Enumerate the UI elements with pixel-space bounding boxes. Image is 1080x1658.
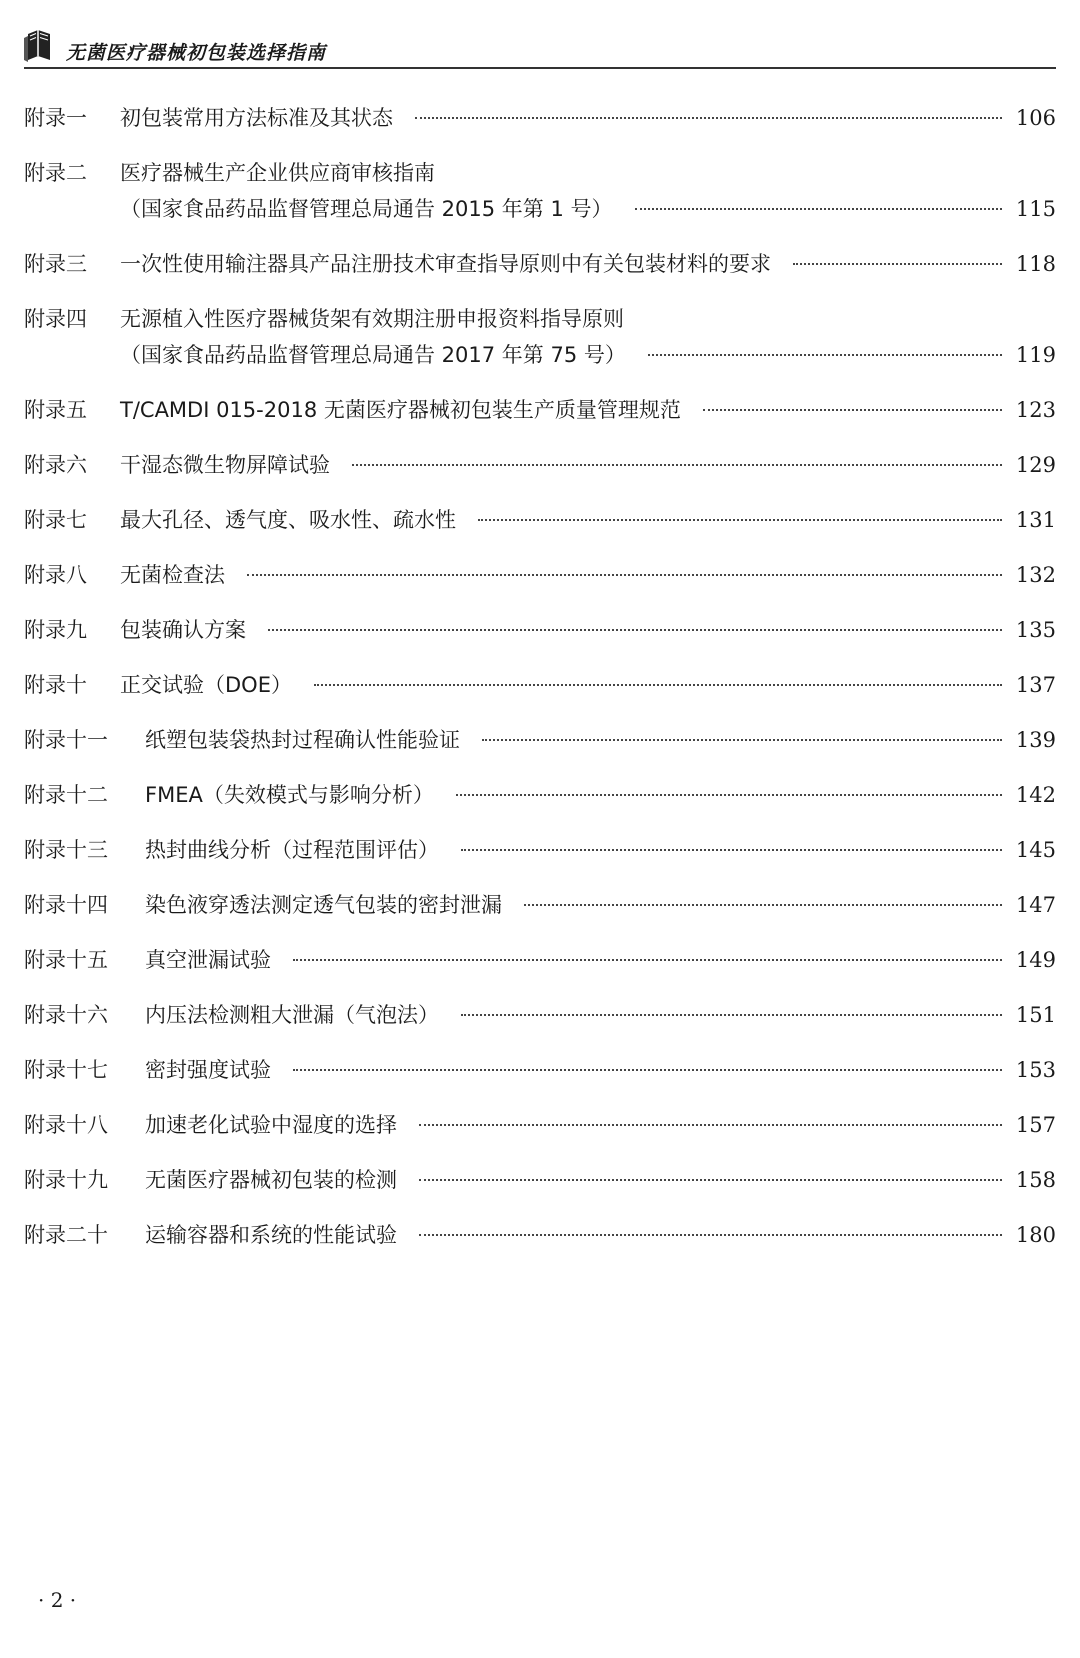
- toc-entry-title: 无源植入性医疗器械货架有效期注册申报资料指导原则: [120, 307, 624, 331]
- toc-entry-page: 153: [1015, 1058, 1056, 1082]
- toc-entry-title: 医疗器械生产企业供应商审核指南: [120, 161, 435, 185]
- toc-entry-line: [24, 942, 1056, 978]
- toc-entry-page: 142: [1015, 783, 1056, 807]
- toc-entry-label: 附录十: [24, 673, 87, 697]
- toc-entry-title: 真空泄漏试验: [145, 948, 271, 972]
- page-number: · 2 ·: [38, 1588, 77, 1612]
- toc-entry[interactable]: [24, 1217, 1056, 1253]
- toc-entry-line: [24, 392, 1056, 428]
- dot-leader: [478, 519, 1002, 521]
- toc-entry-title: 加速老化试验中湿度的选择: [145, 1113, 397, 1137]
- toc-entry-line: [24, 246, 1056, 282]
- toc-entry-label: 附录十七: [24, 1058, 108, 1082]
- dot-leader: [419, 1234, 1002, 1236]
- toc-entry-page: 119: [1015, 343, 1056, 367]
- toc-entry[interactable]: [24, 246, 1056, 282]
- dot-leader: [635, 208, 1002, 210]
- toc-entry-title: 包装确认方案: [120, 618, 246, 642]
- toc-entry-title: 热封曲线分析（过程范围评估）: [145, 838, 439, 862]
- toc-entry-page: 158: [1015, 1168, 1056, 1192]
- toc-entry-page: 129: [1015, 453, 1056, 477]
- toc-entry[interactable]: [24, 1107, 1056, 1143]
- toc-entry-page: 147: [1015, 893, 1056, 917]
- toc-entry-line: [24, 1107, 1056, 1143]
- toc-entry-label: 附录十六: [24, 1003, 108, 1027]
- toc-entry[interactable]: [24, 1162, 1056, 1198]
- dot-leader: [703, 409, 1002, 411]
- toc-entry-title: 内压法检测粗大泄漏（气泡法）: [145, 1003, 439, 1027]
- dot-leader: [461, 1014, 1002, 1016]
- toc-entry-line: [24, 1162, 1056, 1198]
- toc-entry[interactable]: [24, 557, 1056, 593]
- toc-entry-line: [24, 1052, 1056, 1088]
- dot-leader: [461, 849, 1002, 851]
- dot-leader: [268, 629, 1002, 631]
- toc-entry-label: 附录十一: [24, 728, 108, 752]
- toc-entry-label: 附录七: [24, 508, 87, 532]
- toc-entry-label: 附录十五: [24, 948, 108, 972]
- dot-leader: [524, 904, 1002, 906]
- toc-entry-page: 131: [1015, 508, 1056, 532]
- toc-entry-page: 151: [1015, 1003, 1056, 1027]
- toc-entry-label: 附录十八: [24, 1113, 108, 1137]
- toc-entry[interactable]: [24, 502, 1056, 538]
- toc-entry-title: 初包装常用方法标准及其状态: [120, 106, 393, 130]
- header-rule: [24, 67, 1056, 69]
- toc-entry-label: 附录一: [24, 106, 87, 130]
- toc-entry-label: 附录三: [24, 252, 87, 276]
- toc-entry-line: [24, 997, 1056, 1033]
- dot-leader: [293, 1069, 1002, 1071]
- toc-entry-page: 139: [1015, 728, 1056, 752]
- toc-entry-line: [24, 100, 1056, 136]
- toc-entry-line: [24, 832, 1056, 868]
- toc-entry-page: 157: [1015, 1113, 1056, 1137]
- toc-entry-title: T/CAMDI 015-2018 无菌医疗器械初包装生产质量管理规范: [120, 398, 681, 422]
- dot-leader: [415, 117, 1002, 119]
- toc-entry[interactable]: [24, 155, 1056, 227]
- dot-leader: [793, 263, 1002, 265]
- toc-entry[interactable]: [24, 887, 1056, 923]
- toc-entry[interactable]: [24, 447, 1056, 483]
- toc-entry[interactable]: [24, 997, 1056, 1033]
- toc-entry-label: 附录五: [24, 398, 87, 422]
- toc-entry[interactable]: [24, 777, 1056, 813]
- dot-leader: [482, 739, 1002, 741]
- toc-entry-line: [24, 722, 1056, 758]
- toc-entry[interactable]: [24, 100, 1056, 136]
- dot-leader: [456, 794, 1002, 796]
- toc-entry[interactable]: [24, 392, 1056, 428]
- toc-entry-line: [24, 447, 1056, 483]
- dot-leader: [419, 1124, 1002, 1126]
- toc-entry-label: 附录六: [24, 453, 87, 477]
- toc-entry-subtitle: （国家食品药品监督管理总局通告 2015 年第 1 号）: [120, 197, 613, 221]
- toc-entry-title: FMEA（失效模式与影响分析）: [145, 783, 434, 807]
- toc-entry-label: 附录二十: [24, 1223, 108, 1247]
- running-header: [24, 20, 1056, 70]
- toc-entry-page: 149: [1015, 948, 1056, 972]
- dot-leader: [648, 354, 1002, 356]
- toc-entry-page: 145: [1015, 838, 1056, 862]
- toc-entry-label: 附录四: [24, 307, 87, 331]
- toc-entry[interactable]: [24, 667, 1056, 703]
- toc-entry-title: 运输容器和系统的性能试验: [145, 1223, 397, 1247]
- dot-leader: [314, 684, 1002, 686]
- dot-leader: [419, 1179, 1002, 1181]
- toc-entry-title: 无菌医疗器械初包装的检测: [145, 1168, 397, 1192]
- toc-entry-title: 最大孔径、透气度、吸水性、疏水性: [120, 508, 456, 532]
- toc-entry-title: 一次性使用输注器具产品注册技术审查指导原则中有关包装材料的要求: [120, 252, 771, 276]
- toc-entry-title: 干湿态微生物屏障试验: [120, 453, 330, 477]
- toc-entry-line: [24, 887, 1056, 923]
- toc-entry[interactable]: [24, 612, 1056, 648]
- dot-leader: [352, 464, 1002, 466]
- toc-entry-line: [24, 777, 1056, 813]
- toc-entry-label: 附录十九: [24, 1168, 108, 1192]
- book-icon: [24, 26, 54, 62]
- toc-entry[interactable]: [24, 942, 1056, 978]
- table-of-contents: [24, 100, 1056, 1272]
- toc-entry-line: [24, 1217, 1056, 1253]
- header-title: 无菌医疗器械初包装选择指南: [66, 42, 327, 64]
- toc-entry-page: 118: [1015, 252, 1056, 276]
- toc-entry-title: 正交试验（DOE）: [120, 673, 292, 697]
- toc-entry-label: 附录九: [24, 618, 87, 642]
- toc-entry-line: [24, 502, 1056, 538]
- toc-entry-title: 密封强度试验: [145, 1058, 271, 1082]
- toc-entry-label: 附录十四: [24, 893, 108, 917]
- toc-entry[interactable]: [24, 1052, 1056, 1088]
- toc-entry-page: 123: [1015, 398, 1056, 422]
- toc-entry-title: 染色液穿透法测定透气包装的密封泄漏: [145, 893, 502, 917]
- toc-entry-line: [24, 155, 1056, 191]
- toc-entry-title: 纸塑包装袋热封过程确认性能验证: [145, 728, 460, 752]
- toc-entry-page: 180: [1015, 1223, 1056, 1247]
- dot-leader: [247, 574, 1002, 576]
- toc-entry-label: 附录八: [24, 563, 87, 587]
- toc-entry-line: [24, 667, 1056, 703]
- toc-entry-line: [24, 301, 1056, 337]
- toc-entry-line: [24, 557, 1056, 593]
- toc-entry-page: 115: [1015, 197, 1056, 221]
- toc-entry[interactable]: [24, 832, 1056, 868]
- toc-entry[interactable]: [24, 301, 1056, 373]
- toc-entry-page: 132: [1015, 563, 1056, 587]
- toc-entry-label: 附录二: [24, 161, 87, 185]
- dot-leader: [293, 959, 1002, 961]
- toc-entry-title: 无菌检查法: [120, 563, 225, 587]
- toc-entry-label: 附录十二: [24, 783, 108, 807]
- toc-entry-subline: [24, 337, 1056, 373]
- toc-entry-page: 137: [1015, 673, 1056, 697]
- toc-entry-subline: [24, 191, 1056, 227]
- toc-entry-subtitle: （国家食品药品监督管理总局通告 2017 年第 75 号）: [120, 343, 626, 367]
- toc-entry-page: 135: [1015, 618, 1056, 642]
- toc-entry[interactable]: [24, 722, 1056, 758]
- toc-entry-line: [24, 612, 1056, 648]
- toc-entry-label: 附录十三: [24, 838, 108, 862]
- toc-entry-page: 106: [1015, 106, 1056, 130]
